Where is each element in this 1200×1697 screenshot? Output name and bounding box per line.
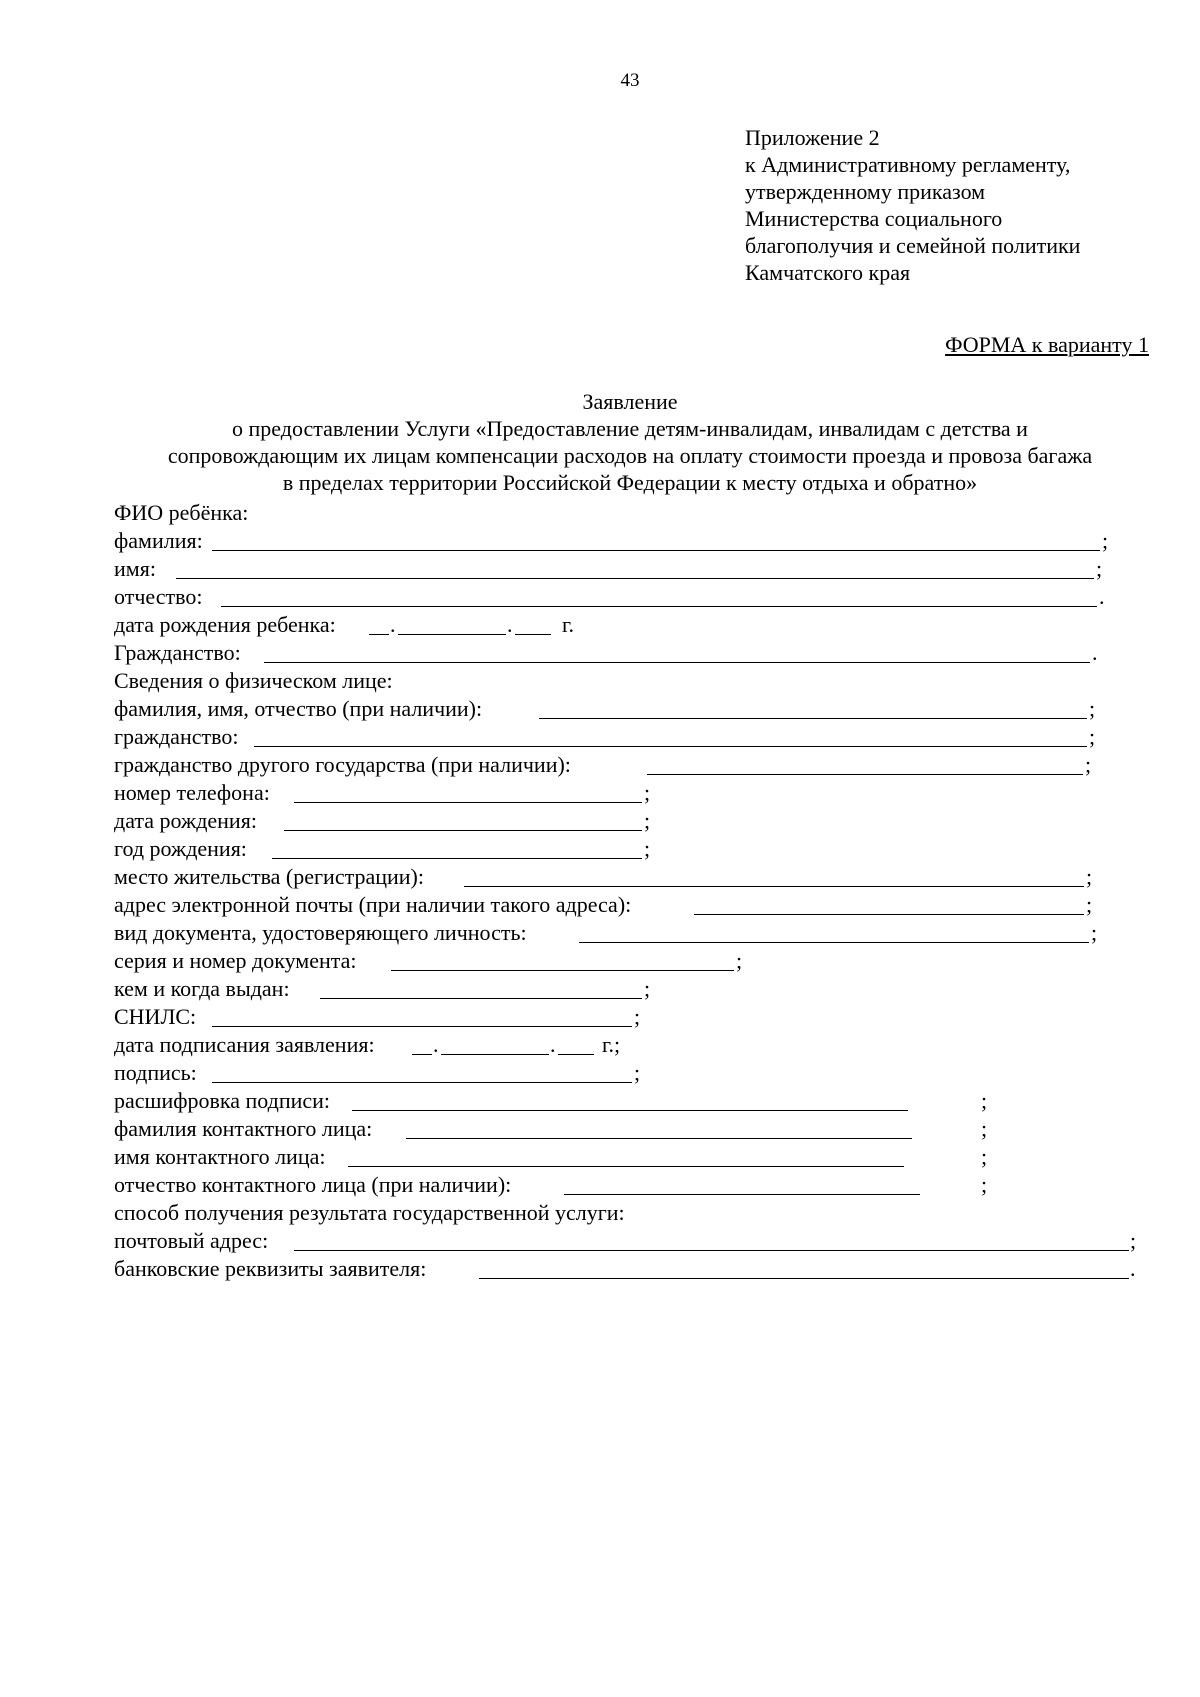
row-end-punct: ; [981,1144,988,1169]
appendix-line: Камчатского края [745,260,911,285]
postal-address-label: почтовый адрес: [114,1228,269,1253]
email-label: адрес электронной почты (при наличии такого адреса): [114,892,632,917]
person-citizenship-row [114,724,1174,752]
row-end-punct: ; [1086,892,1093,917]
patronymic-label: отчество: [114,584,203,609]
issued-by-label: кем и когда выдан: [114,976,290,1001]
person-citizenship-label: гражданство: [114,724,239,749]
row-end-punct: ; [1102,528,1109,553]
row-end-punct: ; [981,1088,988,1113]
issued-by-field[interactable] [320,998,642,999]
appendix-line: Министерства социального [745,206,1003,231]
appendix-line: Приложение 2 [745,125,880,150]
form-fields [114,500,1174,1284]
child-birth-month-field[interactable] [398,634,506,635]
signature-decoding-field[interactable] [352,1110,908,1111]
signature-label: подпись: [114,1060,197,1085]
row-end-punct: ; [644,976,651,1001]
issued-by-row [114,976,1174,1004]
birth-year-row [114,836,1174,864]
row-end-punct: ; [1130,1228,1137,1253]
contact-surname-label: фамилия контактного лица: [114,1116,373,1141]
email-row [114,892,1174,920]
result-method-header: способ получения результата государственной услуги: [114,1200,625,1225]
date-separator: . [507,612,513,637]
other-citizenship-label: гражданство другого государства (при наличии): [114,752,571,777]
signing-year-field[interactable] [558,1054,594,1055]
appendix-line: утвержденному приказом [745,179,986,204]
contact-patronymic-row [114,1172,1174,1200]
birth-year-field[interactable] [272,858,642,859]
title-line: о предоставлении Услуги «Предоставление детям-инвалидам, инвалидам с детства и [232,416,1028,441]
row-end-punct: ; [1089,696,1096,721]
child-fio-header: ФИО ребёнка: [114,500,249,525]
person-fio-field[interactable] [539,718,1087,719]
name-label: имя: [114,556,156,581]
signing-date-label: дата подписания заявления: [114,1032,375,1057]
title-heading: Заявление [582,389,678,414]
row-end-punct: ; [1085,752,1092,777]
postal-address-row [114,1228,1174,1256]
other-citizenship-row [114,752,1174,780]
contact-patronymic-field[interactable] [564,1194,920,1195]
child-birth-date-label: дата рождения ребенка: [114,612,336,637]
signature-row [114,1060,1174,1088]
signature-field[interactable] [212,1082,632,1083]
contact-name-label: имя контактного лица: [114,1144,326,1169]
row-end-punct: ; [1096,556,1103,581]
row-end-punct: . [1099,584,1105,609]
appendix-block [745,124,1175,286]
signature-decoding-row [114,1088,1174,1116]
document-number-field[interactable] [391,970,734,971]
title-line: сопровождающим их лицам компенсации расходов на оплату стоимости проезда и провоза багажа [167,443,1093,468]
residence-field[interactable] [464,886,1084,887]
contact-surname-row [114,1116,1174,1144]
email-field[interactable] [694,914,1084,915]
surname-row [114,528,1174,556]
snils-row [114,1004,1174,1032]
child-citizenship-row [114,640,1174,668]
birth-date-label: дата рождения: [114,808,257,833]
id-document-row [114,920,1174,948]
row-end-punct: ; [634,1004,641,1029]
row-end-punct: ; [644,780,651,805]
person-fio-row [114,696,1174,724]
row-end-punct: ; [644,808,651,833]
residence-label: место жительства (регистрации): [114,864,424,889]
row-end-punct: ; [736,948,743,973]
phone-label: номер телефона: [114,780,270,805]
appendix-line: благополучия и семейной политики [745,233,1081,258]
residence-row [114,864,1174,892]
id-document-field[interactable] [579,942,1089,943]
birth-year-label: год рождения: [114,836,247,861]
postal-address-field[interactable] [294,1250,1129,1251]
row-end-punct: ; [981,1116,988,1141]
phone-field[interactable] [294,802,642,803]
child-citizenship-field[interactable] [264,662,1090,663]
child-birth-year-field[interactable] [515,634,551,635]
snils-field[interactable] [212,1026,632,1027]
form-reference: ФОРМА к варианту 1 [945,332,1149,357]
year-suffix: г. [562,612,575,637]
row-end-punct: ; [634,1060,641,1085]
document-title [60,388,1200,496]
bank-details-row [114,1256,1174,1284]
date-separator: . [390,612,396,637]
page-number: 43 [620,70,640,91]
name-field[interactable] [176,578,1094,579]
contact-surname-field[interactable] [406,1138,912,1139]
person-header-row [114,668,1174,696]
title-line: в пределах территории Российской Федерации к месту отдыха и обратно» [282,470,978,495]
year-suffix: г.; [602,1032,621,1057]
row-end-punct: . [1092,640,1098,665]
contact-patronymic-label: отчество контактного лица (при наличии): [114,1172,512,1197]
row-end-punct: ; [644,836,651,861]
other-citizenship-field[interactable] [647,774,1083,775]
row-end-punct: ; [1089,724,1096,749]
signing-date-row [114,1032,1174,1060]
row-end-punct: . [1130,1256,1136,1281]
row-end-punct: ; [981,1172,988,1197]
person-citizenship-field[interactable] [254,746,1087,747]
row-end-punct: ; [1086,864,1093,889]
snils-label: СНИЛС: [114,1004,197,1029]
signature-decoding-label: расшифровка подписи: [114,1088,331,1113]
phone-row [114,780,1174,808]
contact-name-row [114,1144,1174,1172]
person-fio-label: фамилия, имя, отчество (при наличии): [114,696,483,721]
document-number-label: серия и номер документа: [114,948,357,973]
patronymic-row [114,584,1174,612]
row-end-punct: ; [1091,920,1098,945]
birth-date-field[interactable] [284,830,642,831]
child-birth-day-field[interactable] [369,634,389,635]
birth-date-row [114,808,1174,836]
child-birth-date-row [114,612,1174,640]
contact-name-field[interactable] [348,1166,904,1167]
child-fio-header-row [114,500,1174,528]
appendix-line: к Административному регламенту, [745,152,1071,177]
date-separator: . [550,1032,556,1057]
patronymic-field[interactable] [221,606,1097,607]
surname-label: фамилия: [114,528,203,553]
bank-details-field[interactable] [479,1278,1129,1279]
signing-day-field[interactable] [412,1054,432,1055]
result-method-header-row [114,1200,1174,1228]
signing-month-field[interactable] [441,1054,549,1055]
document-number-row [114,948,1174,976]
id-document-label: вид документа, удостоверяющего личность: [114,920,527,945]
bank-details-label: банковские реквизиты заявителя: [114,1256,427,1281]
surname-field[interactable] [212,550,1100,551]
child-citizenship-label: Гражданство: [114,640,241,665]
name-row [114,556,1174,584]
person-header: Сведения о физическом лице: [114,668,393,693]
date-separator: . [433,1032,439,1057]
